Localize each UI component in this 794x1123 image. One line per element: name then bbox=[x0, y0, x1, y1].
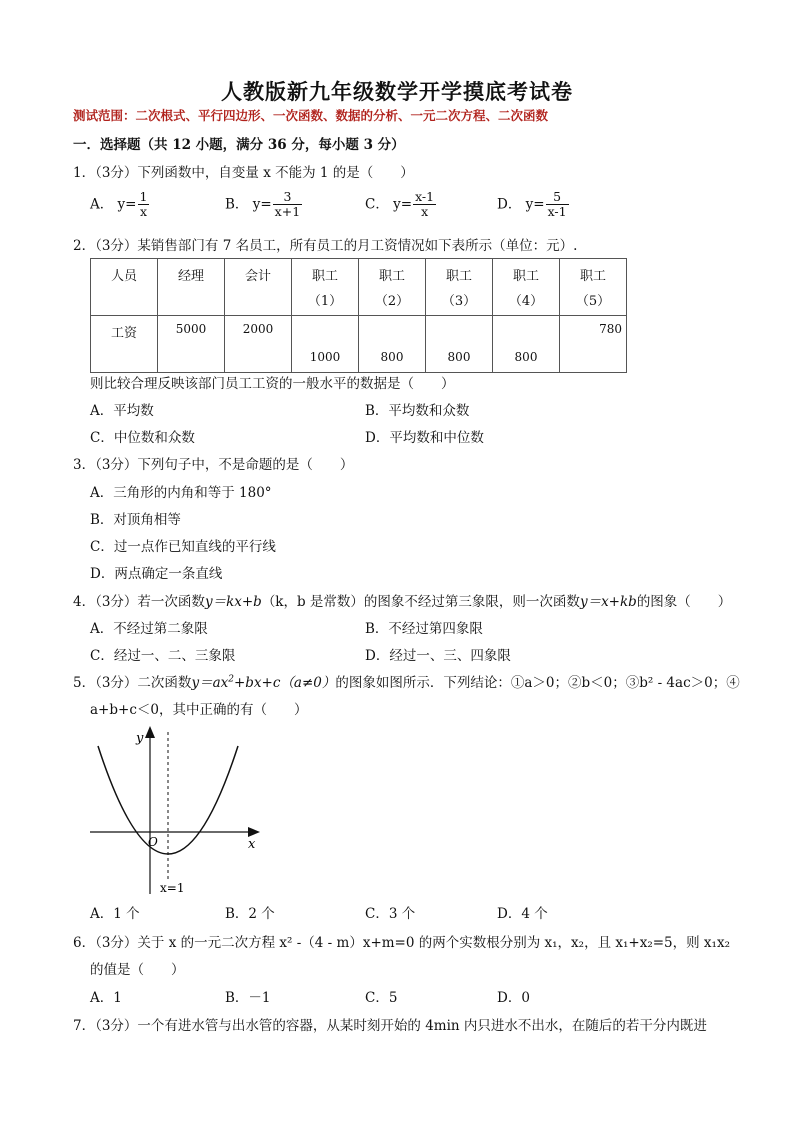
page-title: 人教版新九年级数学开学摸底考试卷 bbox=[221, 79, 573, 104]
q2-option-c[interactable]: C．中位数和众数 bbox=[90, 430, 195, 446]
q5-option-a[interactable]: A．1 个 bbox=[90, 906, 140, 922]
q3-option-c[interactable]: C．过一点作已知直线的平行线 bbox=[90, 539, 276, 555]
table-cell: 800 bbox=[426, 316, 493, 373]
table-cell: 2000 bbox=[225, 316, 292, 373]
q4-option-b[interactable]: B．不经过第四象限 bbox=[365, 621, 483, 637]
table-row bbox=[91, 316, 627, 373]
q3-option-a[interactable]: A．三角形的内角和等于 180° bbox=[90, 485, 272, 501]
q4-option-c[interactable]: C．经过一、二、三象限 bbox=[90, 648, 236, 664]
q4-option-a[interactable]: A．不经过第二象限 bbox=[90, 621, 208, 637]
question-6-stem: 6．（3分）关于 x 的一元二次方程 x² -（4 - m）x+m=0 的两个实数根分别为 x₁，x₂，且 x₁+x₂=5，则 x₁x₂ bbox=[73, 935, 730, 951]
q5-option-d[interactable]: D．4 个 bbox=[497, 906, 548, 922]
q5-option-b[interactable]: B．2 个 bbox=[225, 906, 275, 922]
y-axis-label: y bbox=[136, 731, 144, 746]
table-cell: 职工 （4） bbox=[493, 259, 560, 316]
table-cell: 职工 （2） bbox=[359, 259, 426, 316]
question-4-stem: 4．（3分）若一次函数y＝kx+b（k，b 是常数）的图象不经过第三象限，则一次函数y＝x+kb的图象（ ） bbox=[73, 594, 732, 610]
table-cell: 5000 bbox=[158, 316, 225, 373]
question-2-followup: 则比较合理反映该部门员工工资的一般水平的数据是（ ） bbox=[90, 376, 455, 392]
table-cell: 1000 bbox=[292, 316, 359, 373]
x-axis-arrow-icon bbox=[248, 827, 260, 837]
question-2-stem: 2．（3分）某销售部门有 7 名员工，所有员工的月工资情况如下表所示（单位：元）. bbox=[73, 238, 578, 254]
q1-option-b[interactable]: B． y= $\frac{3}{x+1}$ bbox=[225, 189, 301, 220]
x-axis-label: x bbox=[248, 837, 256, 852]
q3-option-d[interactable]: D．两点确定一条直线 bbox=[90, 566, 223, 582]
fraction: $\frac{x-1}{x}$ bbox=[415, 189, 435, 220]
q3-option-b[interactable]: B．对顶角相等 bbox=[90, 512, 181, 528]
q2-option-b[interactable]: B．平均数和众数 bbox=[365, 403, 470, 419]
parabola-graph bbox=[88, 722, 268, 900]
q2-option-d[interactable]: D．平均数和中位数 bbox=[365, 430, 484, 446]
formula: y＝kx+b bbox=[204, 594, 262, 610]
formula: y＝x+kb bbox=[579, 594, 637, 610]
origin-label: O bbox=[148, 835, 158, 849]
formula: $y=ax^2+bx+c(a\ne 0)$ bbox=[191, 674, 336, 691]
table-cell: 会计 bbox=[225, 259, 292, 316]
symmetry-label: x=1 bbox=[160, 881, 185, 895]
table-cell: 职工 （3） bbox=[426, 259, 493, 316]
table-cell: 职工 （5） bbox=[560, 259, 627, 316]
q1-option-d[interactable]: D． y= $\frac{5}{x-1}$ bbox=[497, 189, 567, 220]
q6-option-b[interactable]: B．－1 bbox=[225, 990, 271, 1006]
table-cell: 工资 bbox=[91, 316, 158, 373]
fraction: $\frac{5}{x-1}$ bbox=[547, 189, 567, 220]
salary-table bbox=[90, 258, 627, 373]
table-cell: 780 bbox=[560, 316, 627, 373]
question-1-stem: 1．（3分）下列函数中，自变量 x 不能为 1 的是（ ） bbox=[73, 165, 414, 181]
question-5-stem: 5．（3分）二次函数$y=ax^2+bx+c(a\ne 0)$的图象如图所示．下列结论：①a＞0；②b＜0；③b² - 4ac＞0；④ bbox=[73, 674, 740, 691]
q1-option-a[interactable]: A． y= $\frac{1}{x}$ bbox=[90, 189, 148, 220]
table-row bbox=[91, 259, 627, 316]
q6-option-c[interactable]: C．5 bbox=[365, 990, 398, 1006]
test-scope: 测试范围：二次根式、平行四边形、一次函数、数据的分析、一元二次方程、二次函数 bbox=[73, 108, 549, 123]
y-axis-arrow-icon bbox=[145, 726, 155, 738]
question-6-line-2: 的值是（ ） bbox=[90, 962, 185, 978]
fraction: $\frac{1}{x}$ bbox=[139, 189, 148, 220]
table-cell: 800 bbox=[359, 316, 426, 373]
section-heading: 一．选择题（共 12 小题，满分 36 分，每小题 3 分） bbox=[73, 137, 405, 153]
q1-option-c[interactable]: C． y= $\frac{x-1}{x}$ bbox=[365, 189, 435, 220]
q4-option-d[interactable]: D．经过一、三、四象限 bbox=[365, 648, 511, 664]
q6-option-a[interactable]: A．1 bbox=[90, 990, 122, 1006]
question-5-line-2: a+b+c＜0，其中正确的有（ ） bbox=[90, 702, 308, 718]
q5-option-c[interactable]: C．3 个 bbox=[365, 906, 416, 922]
table-cell: 人员 bbox=[91, 259, 158, 316]
fraction: $\frac{3}{x+1}$ bbox=[274, 189, 301, 220]
question-3-stem: 3．（3分）下列句子中，不是命题的是（ ） bbox=[73, 457, 354, 473]
q2-option-a[interactable]: A．平均数 bbox=[90, 403, 154, 419]
q6-option-d[interactable]: D．0 bbox=[497, 990, 530, 1006]
table-cell: 800 bbox=[493, 316, 560, 373]
table-cell: 经理 bbox=[158, 259, 225, 316]
question-7-stem: 7．（3分）一个有进水管与出水管的容器，从某时刻开始的 4min 内只进水不出水，在随后的若干分内既进 bbox=[73, 1018, 707, 1034]
table-cell: 职工 （1） bbox=[292, 259, 359, 316]
